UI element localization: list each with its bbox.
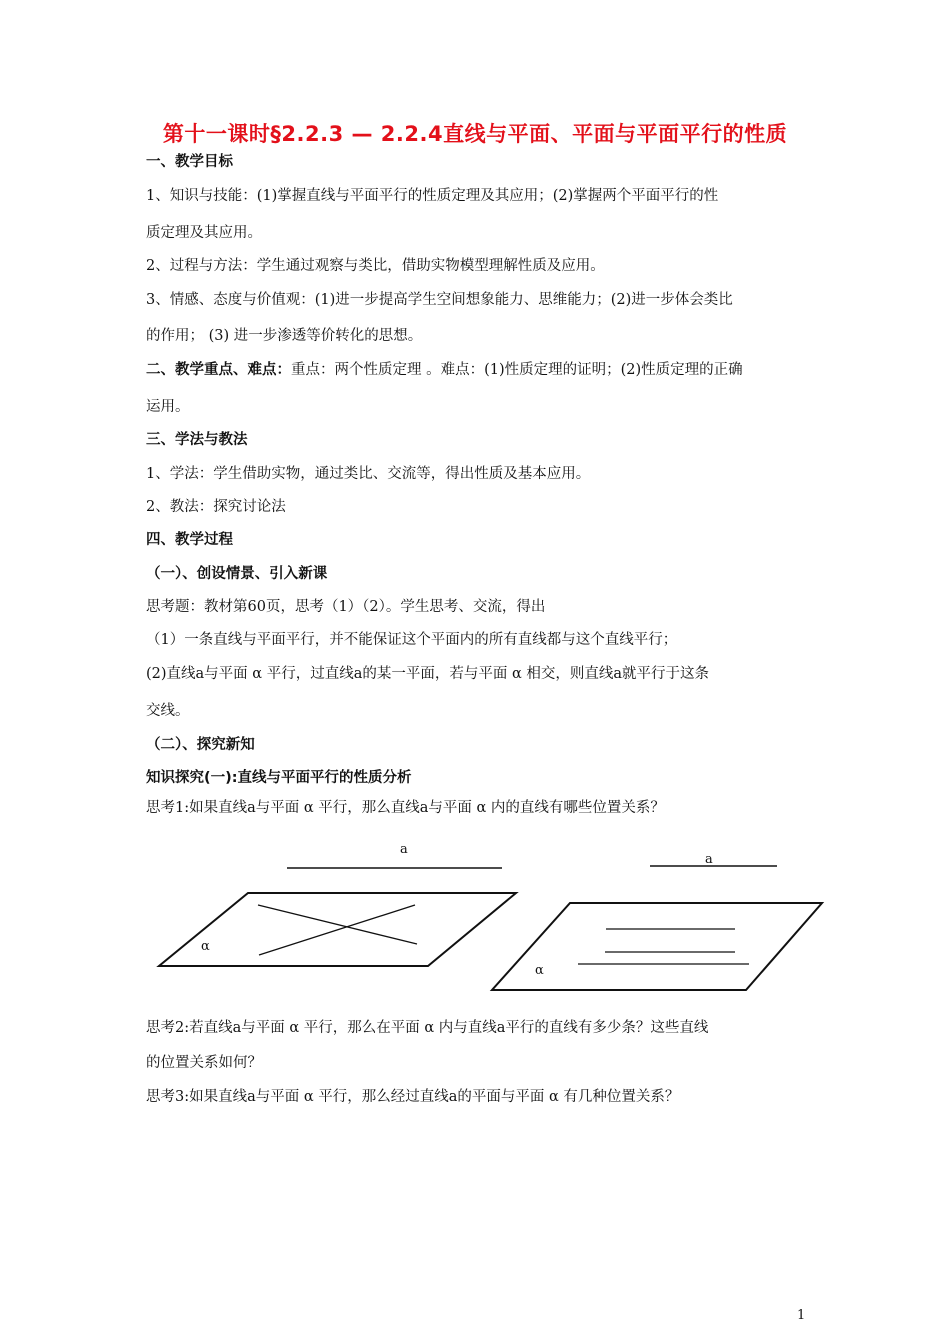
explore-heading: 知识探究(一):直线与平面平行的性质分析 — [146, 770, 412, 786]
left-line-label: a — [400, 842, 408, 857]
paragraph: 1、知识与技能：(1)掌握直线与平面平行的性质定理及其应用；(2)掌握两个平面平行的性 — [146, 188, 719, 204]
question-2-cont: 的位置关系如何？ — [146, 1055, 262, 1071]
section-heading-methods: 三、学法与教法 — [146, 432, 248, 448]
page-number: 1 — [797, 1308, 806, 1323]
page-title: 第十一课时§2.2.3 — 2.2.4直线与平面、平面与平面平行的性质 — [162, 122, 788, 146]
section-heading-process: 四、教学过程 — [146, 532, 233, 548]
paragraph: 2、教法：探究讨论法 — [146, 499, 286, 515]
section-heading-key-points: 二、教学重点、难点： — [146, 362, 291, 378]
left-plane-line-1 — [258, 905, 417, 944]
left-plane-label: α — [201, 939, 210, 954]
paragraph: （1）一条直线与平面平行，并不能保证这个平面内的所有直线都与这个直线平行； — [146, 632, 678, 648]
question-2: 思考2:若直线a与平面 α 平行，那么在平面 α 内与直线a平行的直线有多少条？这些直线 — [146, 1020, 709, 1036]
right-plane-label: α — [535, 963, 544, 978]
left-plane-line-2 — [259, 905, 415, 955]
paragraph: 2、过程与方法：学生通过观察与类比，借助实物模型理解性质及应用。 — [146, 258, 605, 274]
section-heading-objectives: 一、教学目标 — [146, 154, 233, 170]
paragraph: 的作用； (3) 进一步渗透等价转化的思想。 — [146, 328, 423, 344]
paragraph: 1、学法：学生借助实物，通过类比、交流等，得出性质及基本应用。 — [146, 466, 591, 482]
subsection-heading: （一）、创设情景、引入新课 — [146, 566, 328, 582]
question-3: 思考3:如果直线a与平面 α 平行，那么经过直线a的平面与平面 α 有几种位置关系？ — [146, 1089, 680, 1105]
paragraph: 质定理及其应用。 — [146, 225, 262, 241]
paragraph: 交线。 — [146, 703, 190, 719]
paragraph: (2)直线a与平面 α 平行，过直线a的某一平面，若与平面 α 相交，则直线a就平行于这条 — [146, 666, 709, 682]
question-1: 思考1:如果直线a与平面 α 平行，那么直线a与平面 α 内的直线有哪些位置关系？ — [146, 800, 665, 816]
subsection-heading: （二）、探究新知 — [146, 737, 255, 753]
key-points-text: 重点：两个性质定理 。难点：(1)性质定理的证明；(2)性质定理的正确 — [291, 362, 743, 378]
paragraph: 运用。 — [146, 399, 190, 415]
paragraph: 3、情感、态度与价值观：(1)进一步提高学生空间想象能力、思维能力；(2)进一步体会类比 — [146, 292, 733, 308]
paragraph: 思考题：教材第60页，思考（1）（2）。学生思考、交流，得出 — [146, 599, 546, 615]
right-line-label: a — [705, 852, 713, 867]
